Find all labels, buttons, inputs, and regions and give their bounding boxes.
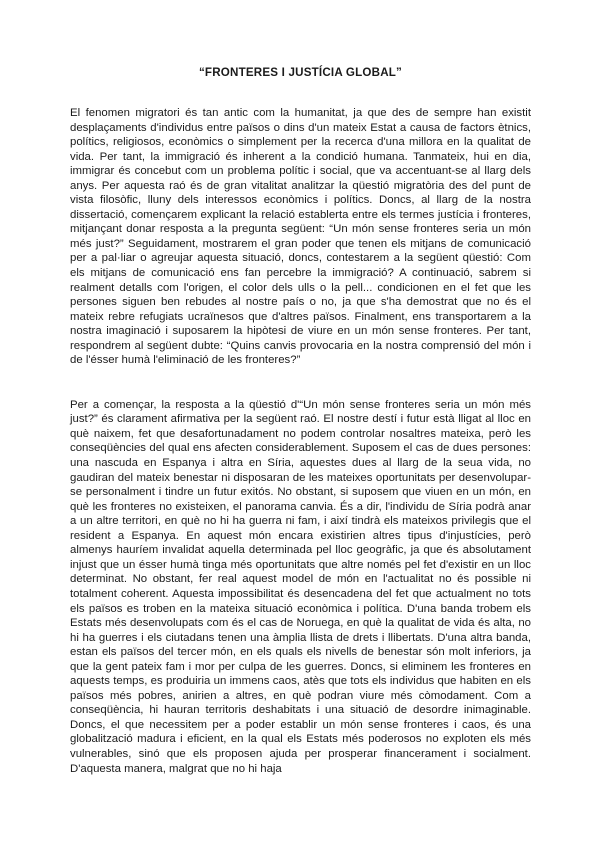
paragraph-body: Per a començar, la resposta a la qüestió d'“Un món sense fronteres seria un món més just?” és clarament afirmativa per la següent raó. El nostre destí i futur està lligat al lloc en què naixem, fet que desafortunadament no podem controlar nosaltres mateixa, però les conseqüències del qual ens afecten considerablement. Suposem el cas de dues persones: una nascuda en Espanya i altra en Síria, aquestes dues al llarg de la seua vida, no gaudiran del mateix benestar ni disposaran de les mateixes oportunitats per desenvolupar-se personalment i tindre un futur exitós. No obstant, si suposem que viuen en un món, en què les fronteres no existeixen, el panorama canvia. És a dir, l'individu de Síria podrà anar a un altre territori, en què no hi ha guerra ni fam, i així tindrà els mateixos privilegis que el resident a Espanya. En aquest món encara existirien altres tipus d'injustícies, però almenys hauríem invalidat aquella determinada pel lloc geogràfic, ja que és absolutament injust que un ésser humà tinga més oportunitats que altre només pel fet d'existir en un lloc determinat. No obstant, fer real aquest model de món en l'actualitat no és possible ni totalment coherent. Aquesta impossibilitat és desencadena del fet que actualment no tots els països es troben en la mateixa situació econòmica i política. D'una banda trobem els Estats més desenvolupats com és el cas de Noruega, en què la qualitat de vida és alta, no hi ha guerres i els ciutadans tenen una àmplia llista de drets i llibertats. D'una altra banda, estan els països del tercer món, en els quals els nivells de benestar són molt inferiors, ja que la gent pateix fam i mor per culpa de les guerres. Doncs, si eliminem les fronteres en aquests temps, es produiria un immens caos, atès que tots els individus que habiten en els països més pobres, anirien a altres, en què podran viure més còmodament. Com a conseqüència, hi hauran territoris deshabitats i una situació de desordre inimaginable. Doncs, el que necessitem per a poder establir un món sense fronteres i caos, és una globalització madura i eficient, en la qual els Estats més poderosos no exploten els més vulnerables, sinó que els proposen ajuda per prosperar financerament i socialment. D'aquesta manera, malgrat que no hi haja: [70, 398, 531, 775]
paragraph-intro: El fenomen migratori és tan antic com la humanitat, ja que des de sempre han existit desplaçaments d'individus entre països o dins d'un mateix Estat a causa de factors ètnics, polítics, religiosos, econòmics o simplement per la recerca d'una millora en la qualitat de vida. Per tant, la immigració és inherent a la condició humana. Tanmateix, hui en dia, immigrar és concebut com un problema polític i social, que va accentuant-se al llarg dels anys. Per aquesta raó és de gran vitalitat analitzar la qüestió migratòria des del punt de vista filosòfic, lluny dels interessos econòmics i polítics. Doncs, al llarg de la nostra dissertació, començarem explicant la relació establerta entre els termes justícia i fronteres, mitjançant donar resposta a la pregunta següent: “Un món sense fronteres seria un món més just?” Seguidament, mostrarem el gran poder que tenen els mitjans de comunicació per a pal·liar o agreujar aquesta situació, doncs, contestarem a la següent qüestió: Com els mitjans de comunicació ens fan percebre la immigració? A continuació, sabrem si realment detalls com l'origen, el color dels ulls o la pell... condicionen en el fet que les persones siguen ben rebudes al nostre país o no, ja que s'ha demostrat que no és el mateix rebre refugiats ucraïnesos que d'altres països. Finalment, ens transportarem a la nostra imaginació i suposarem la hipòtesi de viure en un món sense fronteres. Per tant, respondrem al següent dubte: “Quins canvis provocaria en la nostra comprensió del món i de l'ésser humà l'eliminació de les fronteres?”: [70, 107, 531, 367]
document-title: “FRONTERES I JUSTÍCIA GLOBAL”: [198, 66, 403, 79]
